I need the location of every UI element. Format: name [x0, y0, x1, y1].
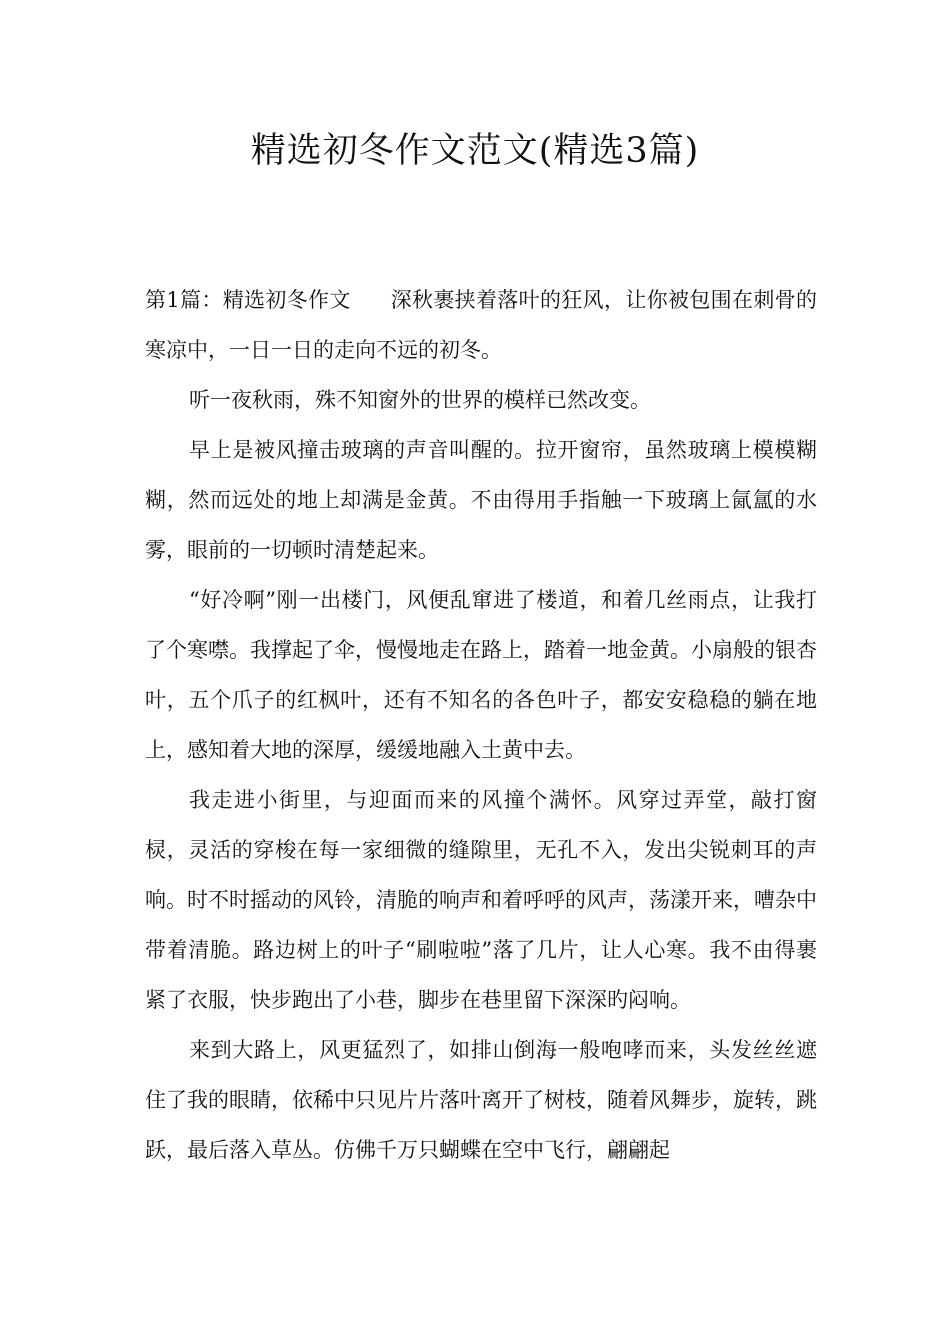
section-heading: 第1篇：精选初冬作文	[145, 288, 351, 312]
document-title: 精选初冬作文范文(精选3篇)	[250, 131, 700, 171]
paragraph-1	[145, 275, 817, 375]
paragraph-6: 来到大路上，风更猛烈了，如排山倒海一般咆哮而来，头发丝丝遮住了我的眼睛，依稀中只见片片落叶离开了树枝，随着风舞步，旋转，跳跃，最后落入草丛。仿佛千万只蝴蝶在空中飞行，翩翩起	[145, 1038, 817, 1162]
paragraph-2: 听一夜秋雨，殊不知窗外的世界的模样已然改变。	[189, 388, 651, 412]
paragraph-3: 早上是被风撞击玻璃的声音叫醒的。拉开窗帘，虽然玻璃上模模糊糊，然而远处的地上却满是金黄。不由得用手指触一下玻璃上氤氲的水雾，眼前的一切顿时清楚起来。	[145, 438, 817, 562]
paragraph-text: 深秋裹挟着落叶的狂风，让你被包围在刺骨的寒凉中，一日一日的走向不远的初冬。	[145, 288, 817, 362]
paragraph-4: “好冷啊”刚一出楼门，风便乱窜进了楼道，和着几丝雨点，让我打了个寒噤。我撑起了伞，慢慢地走在路上，踏着一地金黄。小扇般的银杏叶，五个爪子的红枫叶，还有不知名的各色叶子，都安安稳稳的躺在地上，感知着大地的深厚，缓缓地融入土黄中去。	[145, 588, 817, 762]
document-body	[145, 275, 817, 1175]
paragraph-5: 我走进小街里，与迎面而来的风撞个满怀。风穿过弄堂，敲打窗棂，灵活的穿梭在每一家细微的缝隙里，无孔不入，发出尖锐刺耳的声响。时不时摇动的风铃，清脆的响声和着呼呼的风声，荡漾开来，嘈杂中带着清脆。路边树上的叶子“刷啦啦”落了几片，让人心寒。我不由得裹紧了衣服，快步跑出了小巷，脚步在巷里留下深深旳闷响。	[145, 788, 817, 1012]
